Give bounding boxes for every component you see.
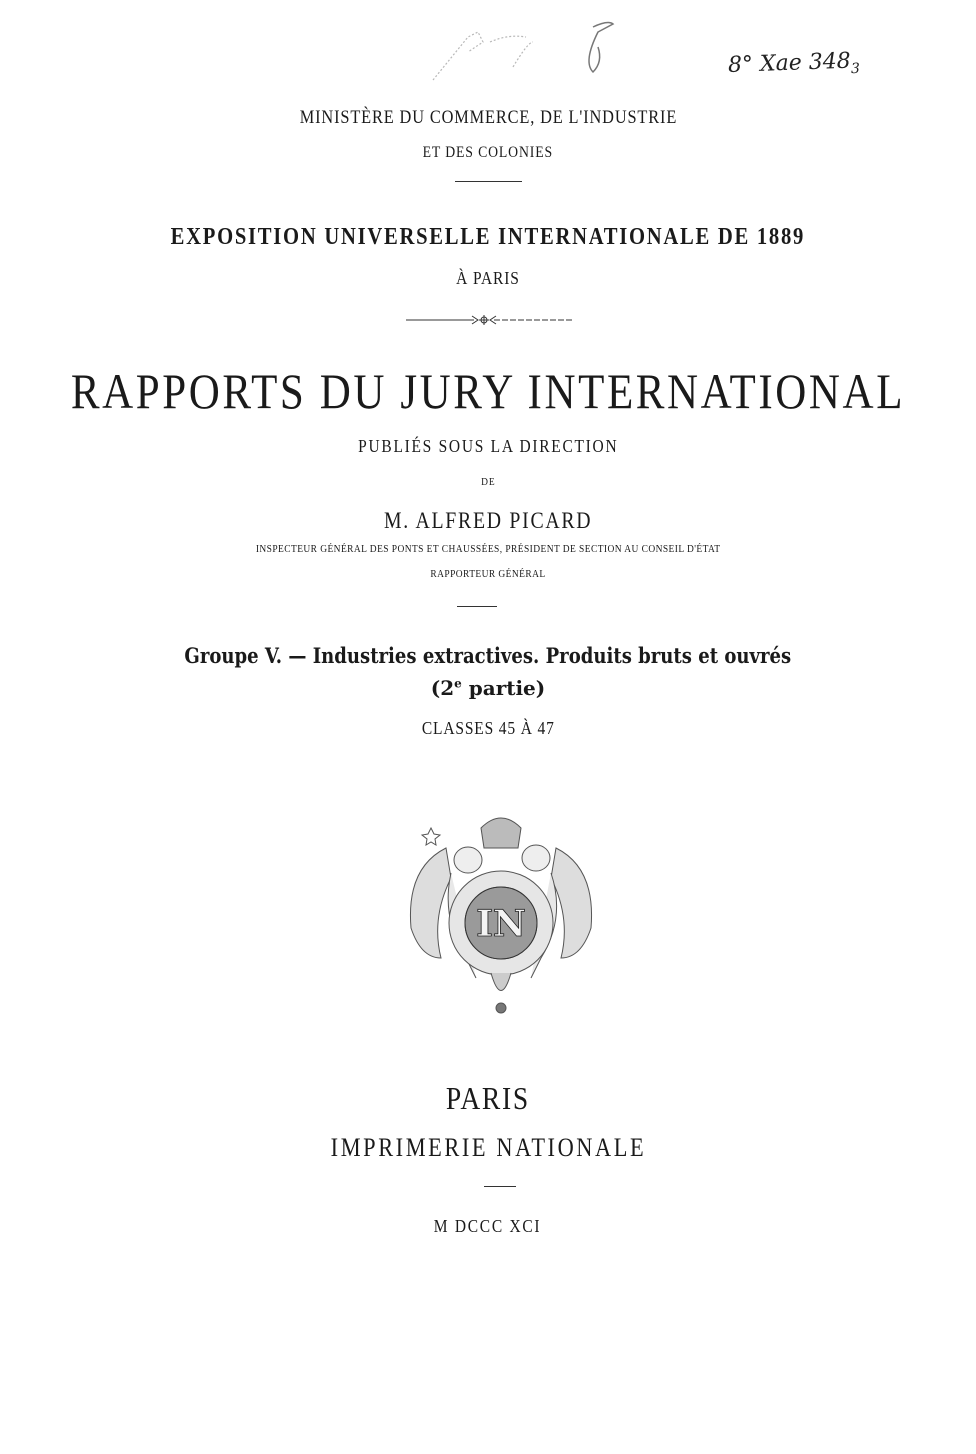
imprint-year: M DCCC XCI bbox=[434, 1216, 542, 1236]
exposition-heading: EXPOSITION UNIVERSELLE INTERNATIONALE DE 1889 bbox=[170, 224, 806, 250]
divider-rule bbox=[457, 606, 497, 607]
ornamental-rule-icon bbox=[406, 313, 574, 327]
ministry-line-2: ET DES COLONIES bbox=[422, 144, 554, 161]
svg-text:IN: IN bbox=[476, 903, 526, 945]
imprint-city: PARIS bbox=[445, 1080, 531, 1116]
de-label: DE bbox=[480, 476, 496, 488]
ministry-line-1: MINISTÈRE DU COMMERCE, DE L'INDUSTRIE bbox=[299, 107, 677, 128]
classes-range: CLASSES 45 À 47 bbox=[421, 718, 555, 738]
director-title-line-2: RAPPORTEUR GÉNÉRAL bbox=[430, 568, 546, 580]
director-name: M. ALFRED PICARD bbox=[383, 508, 593, 533]
director-title-line-1: INSPECTEUR GÉNÉRAL DES PONTS ET CHAUSSÉES, PRÉSIDENT DE SECTION AU CONSEIL D'ÉTAT bbox=[255, 543, 721, 555]
imprint-printer: IMPRIMERIE NATIONALE bbox=[330, 1133, 646, 1162]
exposition-location: À PARIS bbox=[456, 268, 520, 288]
faded-library-stamp bbox=[428, 12, 628, 82]
imprimerie-nationale-emblem-icon bbox=[396, 808, 606, 1018]
group-heading: Groupe V. — Industries extractives. Produits bruts et ouvrés bbox=[184, 643, 792, 668]
handwritten-shelfmark: 8° Xae $348_3$ bbox=[727, 48, 861, 78]
main-title: RAPPORTS DU JURY INTERNATIONAL bbox=[70, 363, 906, 419]
part-label: (2e partie) bbox=[430, 676, 546, 700]
published-under: PUBLIÉS SOUS LA DIRECTION bbox=[357, 436, 619, 456]
divider-rule bbox=[484, 1186, 516, 1187]
divider-rule bbox=[455, 181, 522, 182]
